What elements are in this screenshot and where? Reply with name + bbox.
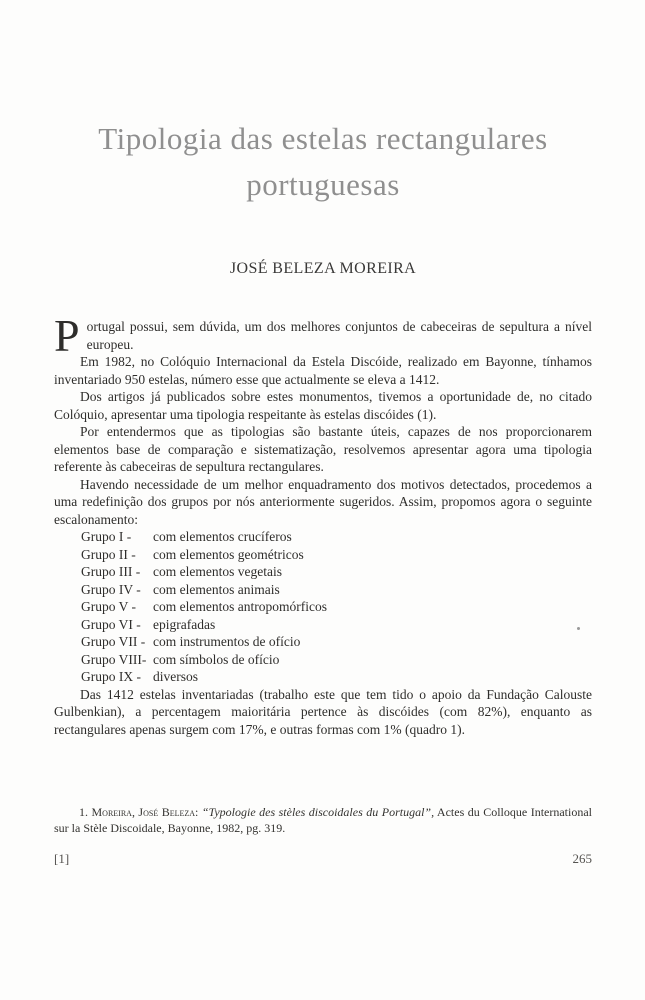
group-label: Grupo III -	[81, 564, 141, 579]
group-description: com elementos crucíferos	[153, 529, 292, 544]
group-description: com elementos geométricos	[153, 546, 304, 562]
group-description: com elementos animais	[153, 581, 280, 597]
group-label: Grupo IV -	[81, 581, 141, 597]
group-description: com elementos antropomórficos	[153, 599, 327, 614]
typology-group-list	[54, 528, 592, 686]
group-description: com elementos vegetais	[153, 564, 282, 579]
list-item	[81, 581, 592, 599]
group-label: Grupo VIII-	[81, 651, 147, 667]
article-body	[54, 310, 592, 738]
article-title: Tipologia das estelas rectangulares portuguesas	[98, 121, 548, 202]
list-item	[81, 563, 592, 581]
group-description: com símbolos de ofício	[153, 651, 280, 667]
list-item	[81, 528, 592, 546]
article-author: JOSÉ BELEZA MOREIRA	[229, 260, 417, 277]
paragraph: Havendo necessidade de um melhor enquadramento dos motivos detectados, procedemos a uma redefinição dos grupos por nós anteriormente sugeridos. Assim, propomos agora o seguinte escalonamento:	[54, 476, 592, 527]
paragraph-closing: Das 1412 estelas inventariadas (trabalho este que tem tido o apoio da Fundação Calouste Gulbenkian), a percentagem maioritária pertence às discóides (com 82%), enquanto as rectangulares apenas surgem com 17%, e outras formas com 1% (quadro 1).	[54, 686, 592, 737]
list-item	[81, 546, 592, 564]
paragraph-opening: Portugal possui, sem dúvida, um dos melhores conjuntos de cabeceiras de sepultura a nível europeu.	[54, 310, 592, 361]
list-item	[81, 651, 592, 669]
paragraph: Dos artigos já publicados sobre estes monumentos, tivemos a oportunidade de, no citado Colóquio, apresentar uma tipologia respeitante às estelas discóides (1).	[54, 389, 592, 422]
paragraph: Por entendermos que as tipologias são bastante úteis, capazes de nos proporcionarem elementos base de comparação e sistematização, resolvemos apresentar agora uma tipologia referente às cabeceiras de sepultura rectangulares.	[54, 424, 592, 474]
group-label: Grupo I -	[81, 529, 132, 544]
sheet-marker: [1]	[54, 851, 70, 866]
page-number: 265	[572, 851, 592, 866]
list-item	[81, 616, 592, 634]
list-item	[81, 668, 592, 686]
footnote-source: Actes du Colloque International sur la Stèle Discoidale, Bayonne, 1982, pg. 319.	[54, 805, 593, 835]
group-label: Grupo VI -	[81, 616, 141, 632]
list-item	[81, 633, 592, 651]
group-description: epigrafadas	[153, 616, 216, 632]
group-description: diversos	[153, 669, 198, 684]
group-label: Grupo VII -	[81, 634, 146, 649]
footnote-title: “Typologie des stèles discoidales du Portugal”,	[201, 805, 435, 819]
footnote-number: 1.	[79, 805, 88, 819]
paragraph: Em 1982, no Colóquio Internacional da Estela Discóide, realizado em Bayonne, tínhamos inventariado 950 estelas, número esse que actualmente se eleva a 1412.	[54, 354, 592, 387]
list-item	[81, 598, 592, 616]
footnote	[54, 804, 592, 836]
group-description: com instrumentos de ofício	[153, 634, 301, 649]
group-label: Grupo IX -	[81, 669, 141, 684]
group-label: Grupo II -	[81, 546, 136, 562]
group-label: Grupo V -	[81, 599, 137, 614]
footnote-author: Moreira, José Beleza:	[91, 805, 199, 819]
page-footer	[54, 851, 592, 867]
scan-artifact-speck	[577, 627, 580, 630]
